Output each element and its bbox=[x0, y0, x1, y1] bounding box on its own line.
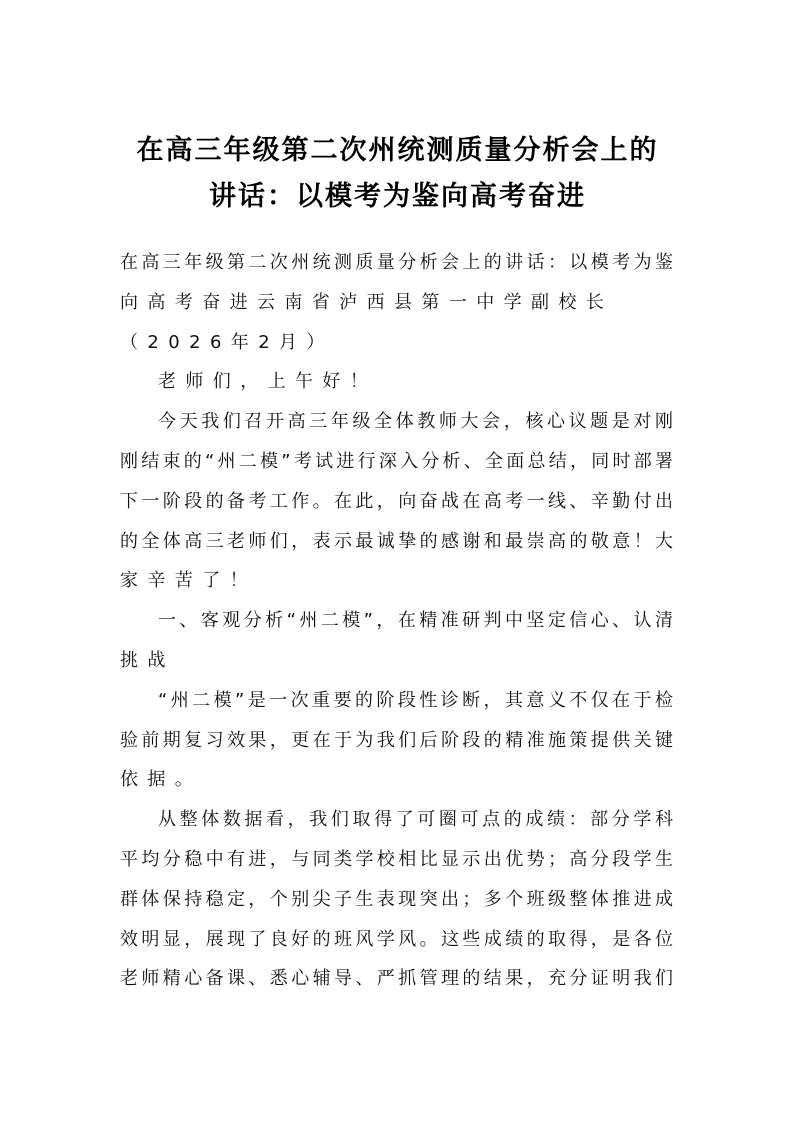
text-line: 老师们，上午好！ bbox=[158, 371, 378, 393]
text-line: 今天我们召开高三年级全体教师大会，核心议题是对刚 bbox=[158, 411, 673, 433]
text-line: 群体保持稳定，个别尖子生表现突出；多个班级整体推进成 bbox=[120, 888, 673, 910]
text-line: 老师精心备课、悉心辅导、严抓管理的结果，充分证明我们 bbox=[120, 968, 673, 990]
text-line: 刚结束的“州二模”考试进行深入分析、全面总结，同时部署 bbox=[120, 450, 673, 472]
text-line: 的全体高三老师们，表示最诚挚的感谢和最崇高的敬意！大 bbox=[120, 530, 673, 552]
text-line: 一、客观分析“州二模”，在精准研判中坚定信心、认清 bbox=[158, 610, 673, 632]
text-line: （2026年2月） bbox=[120, 331, 334, 353]
text-line: 家辛苦了！ bbox=[120, 570, 257, 592]
text-line: 平均分稳中有进，与同类学校相比显示出优势；高分段学生 bbox=[120, 848, 673, 870]
text-line: 验前期复习效果，更在于为我们后阶段的精准施策提供关键 bbox=[120, 729, 673, 751]
text-line: “州二模”是一次重要的阶段性诊断，其意义不仅在于检 bbox=[158, 689, 673, 711]
document-title-line-2: 讲话：以模考为鉴向高考奋进 bbox=[209, 181, 586, 212]
text-line: 在高三年级第二次州统测质量分析会上的讲话：以模考为鉴 bbox=[120, 252, 673, 273]
text-line: 效明显，展现了良好的班风学风。这些成绩的取得，是各位 bbox=[120, 928, 673, 950]
document-body bbox=[120, 243, 673, 999]
text-line: 挑战 bbox=[120, 649, 175, 671]
text-line: 下一阶段的备考工作。在此，向奋战在高考一线、辛勤付出 bbox=[120, 490, 673, 512]
text-line: 从整体数据看，我们取得了可圈可点的成绩：部分学科 bbox=[158, 809, 673, 831]
text-line: 依据。 bbox=[120, 769, 203, 791]
document-title-line-1: 在高三年级第二次州统测质量分析会上的 bbox=[136, 135, 659, 166]
text-line: 向高考奋进云南省泸西县第一中学副校长 bbox=[120, 291, 614, 313]
